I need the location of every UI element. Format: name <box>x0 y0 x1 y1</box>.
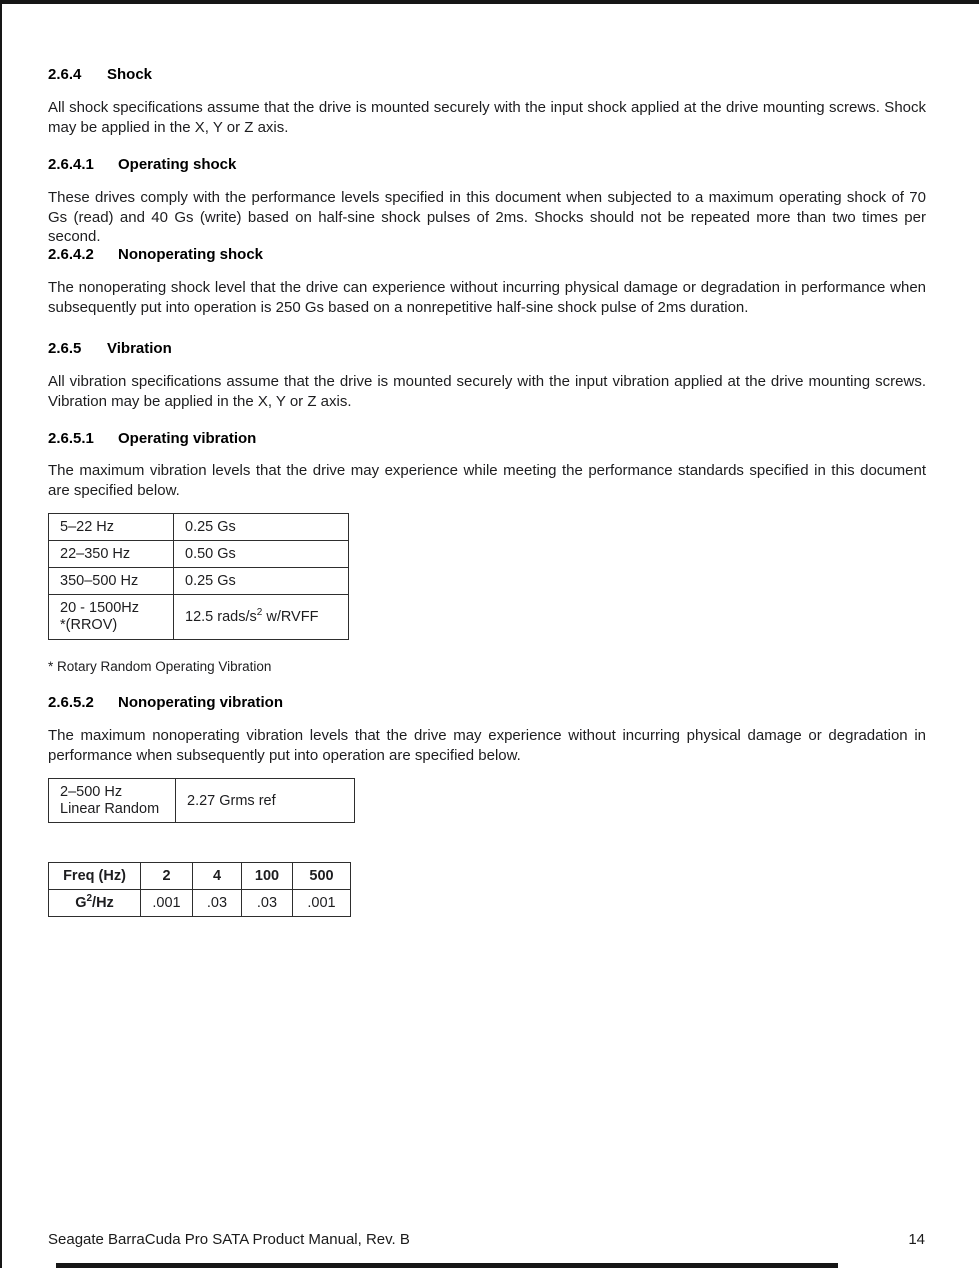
paragraph-shock: All shock specifications assume that the drive is mounted securely with the input shock applied at the drive mounting screws. Shock may be applied in the X, Y or Z axis. <box>48 99 926 136</box>
table-row <box>49 595 349 640</box>
freq-range-cell <box>49 779 176 823</box>
psd-data-row <box>49 890 351 917</box>
psd-label-base: G <box>75 895 87 911</box>
level-cell: 0.25 Gs <box>174 568 349 595</box>
heading-title: Operating vibration <box>118 430 257 447</box>
heading-title: Nonoperating vibration <box>118 694 283 711</box>
heading-title: Operating shock <box>118 156 237 173</box>
freq-range-cell: 5–22 Hz <box>49 514 174 541</box>
level-cell: 2.27 Grms ref <box>176 779 355 823</box>
table-row <box>49 514 349 541</box>
psd-value-cell: .03 <box>193 890 242 917</box>
psd-table <box>48 862 351 917</box>
heading-number: 2.6.4.1 <box>48 156 94 173</box>
psd-label-tail: /Hz <box>92 895 114 911</box>
page-top-edge-bar <box>0 0 979 4</box>
nonoperating-vibration-table <box>48 778 355 823</box>
page-left-edge-line <box>0 0 2 1268</box>
heading-title: Shock <box>107 66 153 83</box>
operating-vibration-table <box>48 513 349 640</box>
psd-row-label <box>49 890 141 917</box>
heading-number: 2.6.5.2 <box>48 694 94 711</box>
level-cell: 0.25 Gs <box>174 514 349 541</box>
heading-nonoperating-vibration <box>48 694 926 711</box>
level-cell: 0.50 Gs <box>174 541 349 568</box>
psd-value-cell: .001 <box>141 890 193 917</box>
psd-value-cell: .001 <box>293 890 351 917</box>
freq-range-line1: 20 - 1500Hz <box>60 600 139 616</box>
psd-header-freq: Freq (Hz) <box>49 863 141 890</box>
psd-header-value: 500 <box>293 863 351 890</box>
page-footer <box>48 1231 925 1248</box>
paragraph-operating-vibration: The maximum vibration levels that the drive may experience while meeting the performance standards specified in this document are specified below. <box>48 462 926 499</box>
heading-operating-vibration <box>48 430 926 447</box>
heading-title: Nonoperating shock <box>118 246 264 263</box>
level-cell <box>174 595 349 640</box>
freq-range-line2: Linear Random <box>60 800 160 817</box>
heading-operating-shock <box>48 156 926 173</box>
footer-page-number: 14 <box>908 1231 925 1248</box>
level-value-base: 12.5 rads/s <box>185 609 257 625</box>
freq-range-cell: 350–500 Hz <box>49 568 174 595</box>
heading-number: 2.6.4.2 <box>48 246 94 263</box>
paragraph-operating-shock: These drives comply with the performance levels specified in this document when subjected to a maximum operating shock of 70 Gs (read) and 40 Gs (write) based on half-sine shock pulses of 2ms. Shocks should not be repeated more than two times per second. <box>48 189 926 245</box>
level-value-superscript: 2 <box>256 607 263 619</box>
heading-shock <box>48 66 926 83</box>
freq-range-cell <box>49 595 174 640</box>
heading-number: 2.6.5.1 <box>48 430 94 447</box>
freq-range-line2: *(RROV) <box>60 617 118 633</box>
psd-header-value: 4 <box>193 863 242 890</box>
paragraph-vibration: All vibration specifications assume that the drive is mounted securely with the input vibration applied at the drive mounting screws. Vibration may be applied in the X, Y or Z axis. <box>48 373 926 410</box>
table-row <box>49 779 355 823</box>
psd-value-cell: .03 <box>242 890 293 917</box>
rrov-footnote: * Rotary Random Operating Vibration <box>48 659 272 674</box>
table-row <box>49 541 349 568</box>
heading-title: Vibration <box>107 340 172 357</box>
footer-document-title: Seagate BarraCuda Pro SATA Product Manual, Rev. B <box>48 1231 410 1248</box>
psd-header-row <box>49 863 351 890</box>
freq-range-cell: 22–350 Hz <box>49 541 174 568</box>
table-row <box>49 568 349 595</box>
psd-label-superscript: 2 <box>86 893 93 905</box>
heading-vibration <box>48 340 926 357</box>
heading-number: 2.6.4 <box>48 66 82 83</box>
page-bottom-edge-bar <box>56 1263 838 1268</box>
psd-header-value: 2 <box>141 863 193 890</box>
heading-nonoperating-shock <box>48 246 926 263</box>
freq-range-line1: 2–500 Hz <box>60 783 123 800</box>
paragraph-nonoperating-shock: The nonoperating shock level that the drive can experience without incurring physical damage or degradation in performance when subsequently put into operation is 250 Gs based on a nonrepetitive half-sine shock pulse of 2ms duration. <box>48 279 926 316</box>
heading-number: 2.6.5 <box>48 340 82 357</box>
psd-header-value: 100 <box>242 863 293 890</box>
level-value-tail: w/RVFF <box>262 609 319 625</box>
paragraph-nonoperating-vibration: The maximum nonoperating vibration levels that the drive may experience without incurring physical damage or degradation in performance when subsequently put into operation are specified below. <box>48 727 926 764</box>
